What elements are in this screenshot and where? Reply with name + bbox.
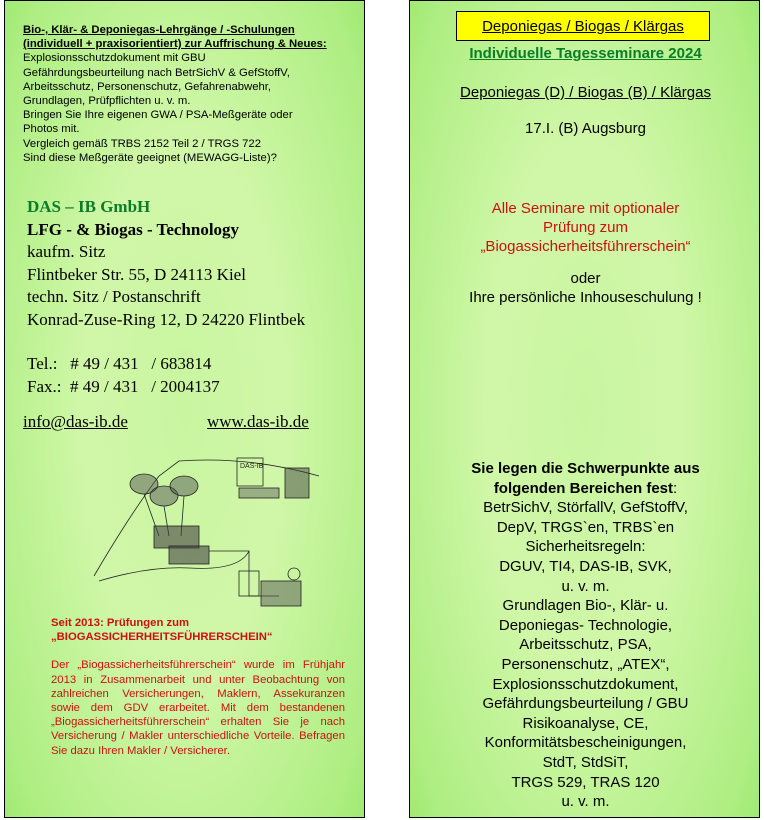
phone-number: Tel.: # 49 / 431 / 683814 xyxy=(27,354,212,373)
focus-heading: folgenden Bereichen fest xyxy=(493,479,674,497)
focus-heading: Sie legen die Schwerpunkte aus xyxy=(471,460,700,477)
offer-line: „Biogassicherheitsführerschein“ xyxy=(480,238,691,255)
focus-heading-line xyxy=(410,479,760,499)
address-line: techn. Sitz / Postanschrift xyxy=(27,287,201,306)
address-line: Konrad-Zuse-Ring 12, D 24220 Flintbek xyxy=(27,309,306,329)
intro-line: Explosionsschutzdokument mit GBU xyxy=(23,52,206,65)
intro-line: Sind diese Meßgeräte geeignet (MEWAGG-Liste)? xyxy=(23,151,277,164)
intro-line: Bringen Sie Ihre eigenen GWA / PSA-Meßgeräte oder xyxy=(23,109,293,122)
exam-body: Der „Biogassicherheitsführerschein“ wurde im Frühjahr 2013 in Zusammenarbeit und unter Beobachtung von zahlreichen Versicherungen, Maklern, Assekuranzen sowie dem GDV erarbeitet. Mit dem bestandenen „Biogassicherheitsführerschein“ erhalten Sie je nach Versicherung / Makler unterschiedliche Vorteile. Befragen Sie dazu Ihren Makler / Versicherer. xyxy=(51,659,345,757)
plant-illustration xyxy=(89,456,329,621)
contact-block xyxy=(27,353,220,398)
focus-item: StdT, StdSiT, xyxy=(542,753,629,771)
or-line: oder xyxy=(570,270,601,287)
offer-line: Alle Seminare mit optionaler xyxy=(491,200,680,217)
company-name: DAS – IB GmbH xyxy=(27,197,151,216)
focus-item: Gefährdungsbeurteilung / GBU xyxy=(482,695,689,713)
exam-info xyxy=(51,616,345,758)
intro-heading-2: (individuell + praxisorientiert) zur Auffrischung & Neues: xyxy=(23,38,327,51)
exam-title: Seit 2013: Prüfungen zum xyxy=(51,617,190,629)
seminar-title: Individuelle Tagesseminare 2024 xyxy=(469,45,702,62)
offer-line: Prüfung zum xyxy=(542,219,629,236)
website-link[interactable]: www.das-ib.de xyxy=(207,412,309,431)
intro-line: Vergleich gemäß TRBS 2152 Teil 2 / TRGS 722 xyxy=(23,137,261,150)
focus-item: Risikoanalyse, CE, xyxy=(522,714,649,732)
focus-item: DepV, TRGS`en, TRBS`en xyxy=(496,518,675,536)
focus-topics xyxy=(410,459,760,812)
focus-item: Arbeitsschutz, PSA, xyxy=(519,636,652,654)
email-link[interactable]: info@das-ib.de xyxy=(23,412,128,431)
company-block xyxy=(27,196,357,331)
intro-heading-1: Bio-, Klär- & Deponiegas-Lehrgänge / -Schulungen xyxy=(23,24,295,36)
course-intro xyxy=(23,23,363,165)
fax-number: Fax.: # 49 / 431 / 2004137 xyxy=(27,376,220,396)
right-panel xyxy=(409,0,760,818)
focus-item: Grundlagen Bio-, Klär- u. xyxy=(502,597,669,615)
focus-item: BetrSichV, StörfallV, GefStoffV, xyxy=(483,499,688,517)
focus-item: Konformitätsbescheinigungen, xyxy=(484,734,687,752)
intro-line: Photos mit. xyxy=(23,123,80,136)
intro-line: Arbeitsschutz, Personenschutz, Gefahrenabwehr, xyxy=(23,80,272,93)
intro-line: Grundlagen, Prüfpflichten u. v. m. xyxy=(23,95,191,108)
focus-item: Sicherheitsregeln: xyxy=(525,538,646,556)
focus-item: u. v. m. xyxy=(561,793,610,811)
topic-banner: Deponiegas / Biogas / Klärgas xyxy=(456,11,710,41)
illustration-label: DAS-IB xyxy=(240,463,264,470)
inhouse-text xyxy=(410,269,760,307)
focus-item: Personenschutz, „ATEX“, xyxy=(501,655,670,673)
address-line: Flintbeker Str. 55, D 24113 Kiel xyxy=(27,264,246,284)
company-tagline: LFG - & Biogas - Technology xyxy=(27,219,240,239)
offer-text xyxy=(410,199,760,256)
left-panel xyxy=(4,0,365,818)
or-line: Ihre persönliche Inhouseschulung ! xyxy=(469,289,702,306)
intro-line: Gefährdungsbeurteilung nach BetrSichV & GefStoffV, xyxy=(23,66,290,79)
focus-item: DGUV, TI4, DAS-IB, SVK, xyxy=(499,557,672,575)
focus-heading-colon: : xyxy=(673,479,678,497)
focus-item: Explosionsschutzdokument, xyxy=(492,675,679,693)
focus-item: TRGS 529, TRAS 120 xyxy=(511,773,660,791)
focus-item: Deponiegas- Technologie, xyxy=(498,616,673,634)
address-line: kaufm. Sitz xyxy=(27,242,106,261)
focus-item: u. v. m. xyxy=(561,577,610,595)
exam-title: „BIOGASSICHERHEITSFÜHRERSCHEIN“ xyxy=(51,631,273,644)
gas-types: Deponiegas (D) / Biogas (B) / Klärgas xyxy=(460,84,711,101)
seminar-date: 17.I. (B) Augsburg xyxy=(525,120,646,137)
